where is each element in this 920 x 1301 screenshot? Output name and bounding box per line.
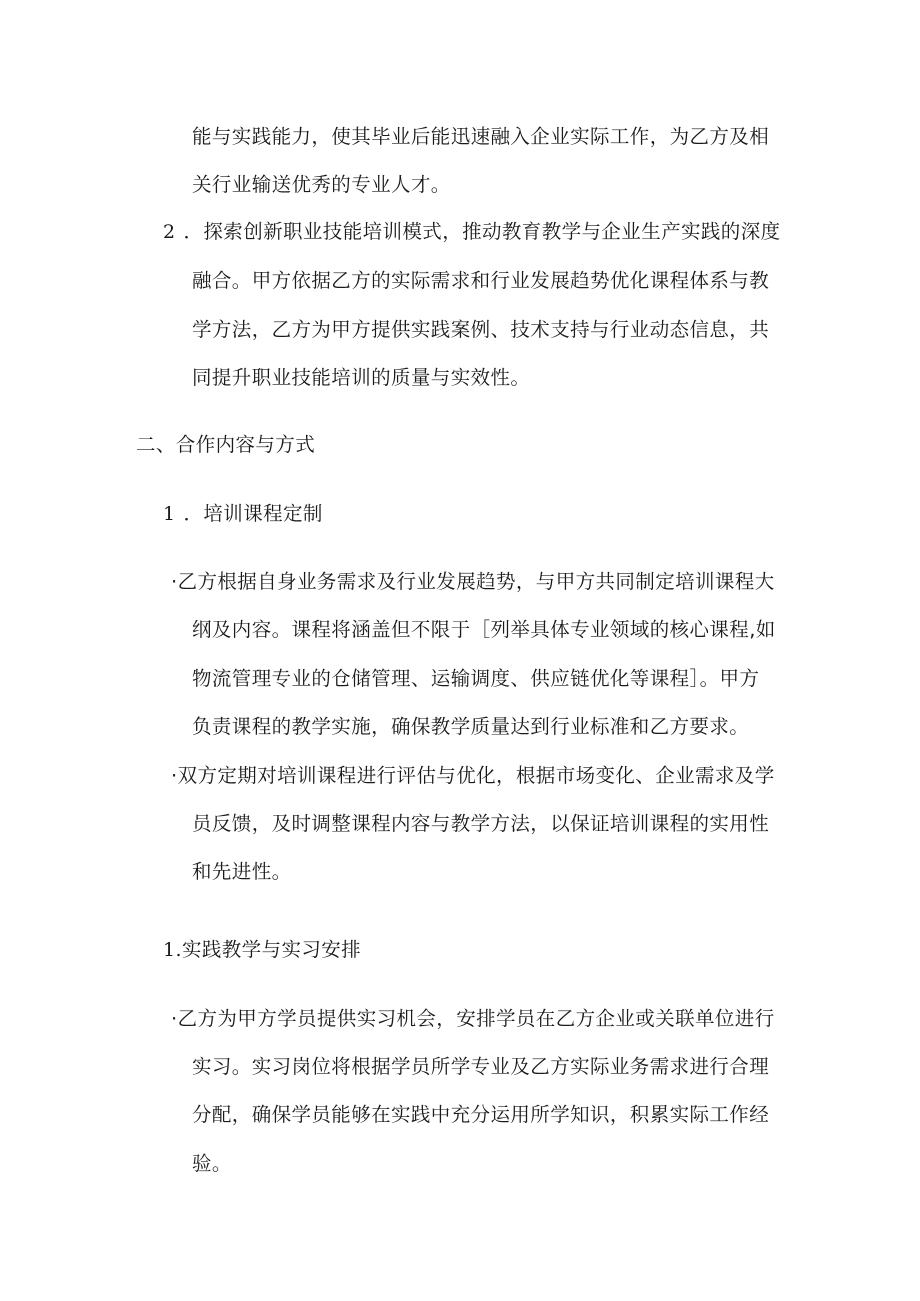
intro-line-1: 能与实践能力，使其毕业后能迅速融入企业实际工作，为乙方及相 (192, 125, 770, 148)
bullet-2-line-1: ·双方定期对培训课程进行评估与优化，根据市场变化、企业需求及学 (171, 764, 775, 787)
subheading-2-label: 实践教学与实习安排 (181, 938, 362, 961)
bullet-3-line-4: 验。 (192, 1152, 232, 1175)
bullet-1-line-1: ·乙方根据自身业务需求及行业发展趋势，与甲方共同制定培训课程大 (171, 570, 775, 593)
bullet-1-line-2: 纲及内容。课程将涵盖但不限于［列举具体专业领域的核心课程,如 (192, 618, 776, 641)
subheading-2-number: 1. (163, 939, 182, 961)
item-2-line-3: 学方法，乙方为甲方提供实践案例、技术支持与行业动态信息，共 (192, 318, 770, 341)
item-2-line-4: 同提升职业技能培训的质量与实效性。 (192, 366, 531, 389)
section-heading: 二、合作内容与方式 (136, 433, 316, 456)
bullet-2-line-2: 员反馈，及时调整课程内容与教学方法，以保证培训课程的实用性 (192, 812, 770, 835)
bullet-3-line-2: 实习。实习岗位将根据学员所学专业及乙方实际业务需求进行合理 (192, 1055, 770, 1078)
item-2-line-2: 融合。甲方依据乙方的实际需求和行业发展趋势优化课程体系与教 (192, 269, 770, 292)
bullet-1-line-4: 负责课程的教学实施，确保教学质量达到行业标准和乙方要求。 (192, 715, 750, 738)
item-2-line-1 (163, 219, 781, 245)
item-2-number: 2 (163, 221, 176, 243)
bullet-2-line-3: 和先进性。 (192, 860, 292, 883)
bullet-1-line-3: 物流管理专业的仓储管理、运输调度、供应链优化等课程］。甲方 (192, 667, 760, 690)
item-2-text: ．探索创新职业技能培训模式，推动教育教学与企业生产实践的深度 (183, 220, 781, 243)
subheading-2 (163, 937, 361, 963)
bullet-3-line-3: 分配，确保学员能够在实践中充分运用所学知识，积累实际工作经 (192, 1103, 770, 1126)
bullet-3-line-1: ·乙方为甲方学员提供实习机会，安排学员在乙方企业或关联单位进行 (171, 1007, 775, 1030)
subheading-1 (163, 501, 323, 527)
subheading-1-label: ．培训课程定制 (183, 502, 323, 525)
intro-line-2: 关行业输送优秀的专业人才。 (192, 173, 451, 196)
subheading-1-number: 1 (163, 503, 176, 525)
